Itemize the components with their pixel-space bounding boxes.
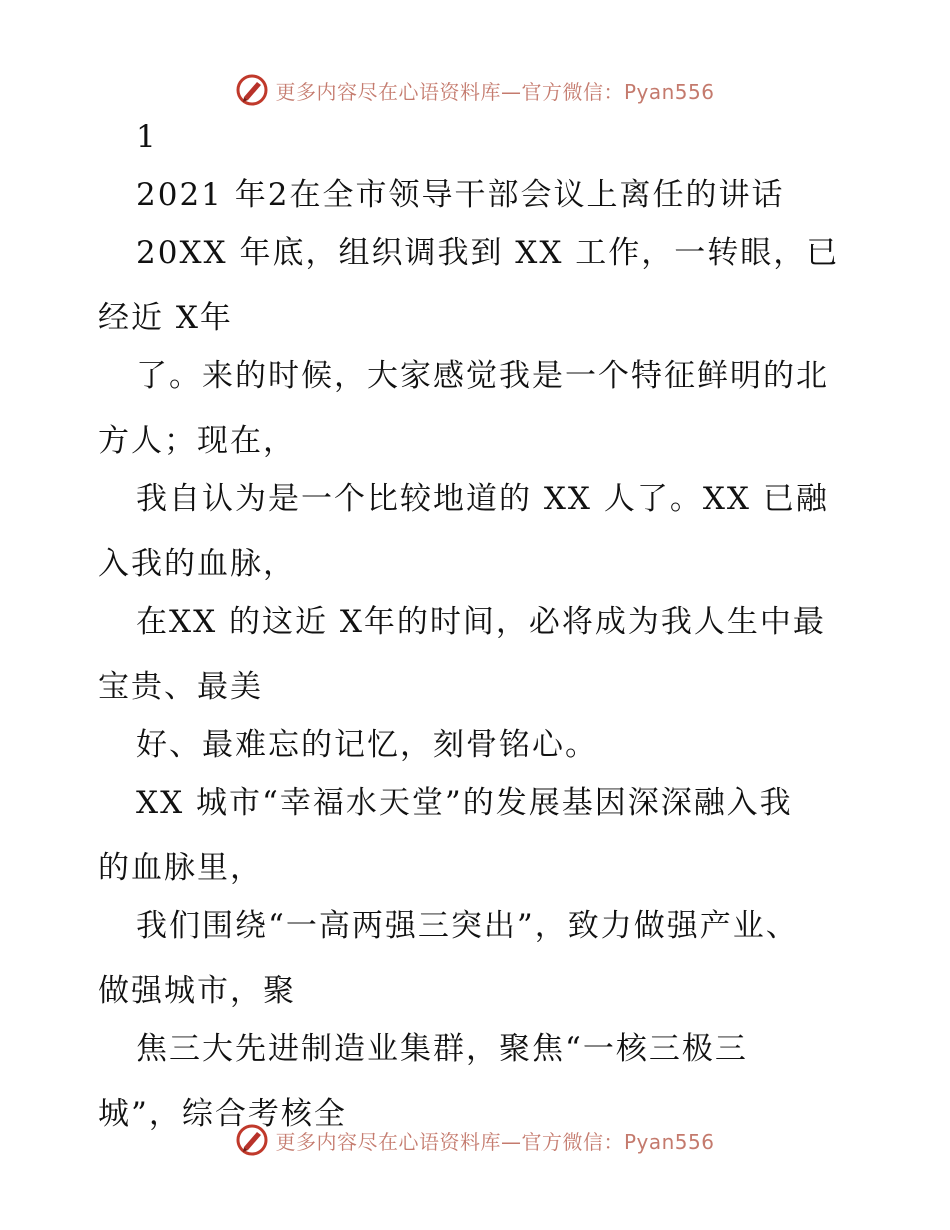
paragraph-line: 做强城市，聚 [98,973,296,1009]
paragraph-line: 焦三大先进制造业集群，聚焦“一核三极三 [136,1031,748,1067]
paragraph-line: 在XX 的这近 X年的时间，必将成为我人生中最 [136,604,826,640]
footer-banner-text: 更多内容尽在心语资料库—官方微信：Pyan556 [275,1129,715,1154]
paragraph-line: 我自认为是一个比较地道的 XX 人了。XX 已融 [136,481,829,517]
paragraph-line: 方人；现在， [98,423,296,459]
pen-logo-icon [235,1123,269,1157]
document-title: 2021 年2在全市领导干部会议上离任的讲话 [136,177,785,213]
paragraph-line: 入我的血脉， [98,546,296,582]
paragraph-line: 20XX 年底，组织调我到 XX 工作，一转眼，已 [136,235,840,271]
header-banner-text: 更多内容尽在心语资料库—官方微信：Pyan556 [275,79,715,104]
paragraph-line: 好、最难忘的记忆，刻骨铭心。 [136,727,598,763]
page-number: 1 [136,119,158,155]
paragraph-line: 的血脉里， [98,850,263,886]
paragraph-line: 了。来的时候，大家感觉我是一个特征鲜明的北 [136,358,829,394]
pen-logo-icon [235,73,269,107]
footer-banner [0,1122,950,1158]
paragraph-line: 城”，综合考核全 [98,1096,347,1132]
header-banner [0,72,950,108]
paragraph-line: 宝贵、最美 [98,669,263,705]
document-body [98,119,858,1157]
paragraph-line: 我们围绕“一高两强三突出”，致力做强产业、 [136,908,799,944]
paragraph-line: XX 城市“幸福水天堂”的发展基因深深融入我 [136,785,793,821]
paragraph-line: 经近 X年 [98,300,233,336]
